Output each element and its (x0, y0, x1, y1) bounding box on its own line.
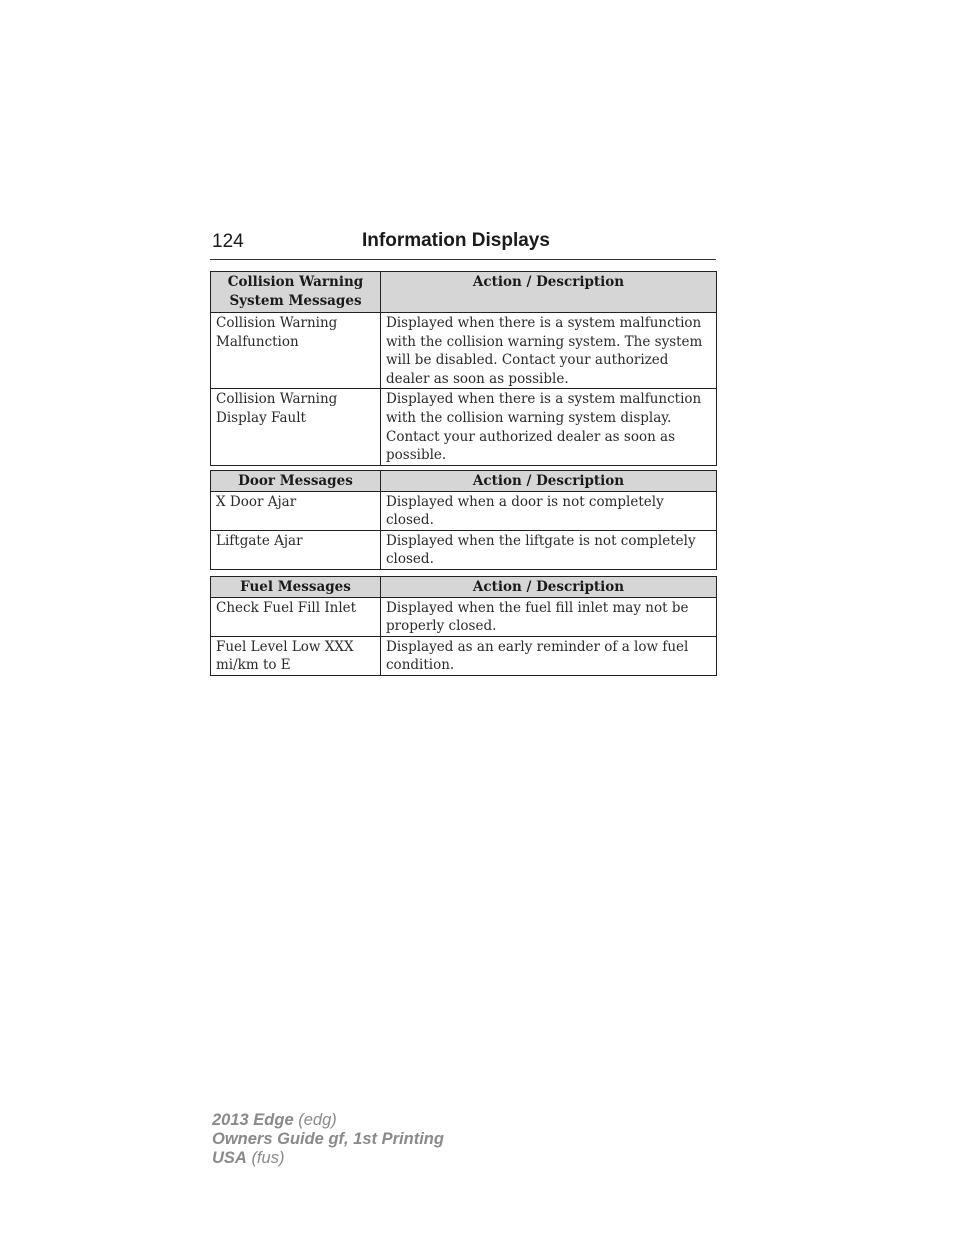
column-header-messages: Door Messages (211, 471, 381, 492)
footer-line-market (212, 1149, 444, 1168)
footer-market: USA (212, 1149, 247, 1167)
table-row (211, 491, 717, 530)
column-header-description: Action / Description (381, 471, 717, 492)
fuel-messages-table (210, 576, 717, 676)
column-header-messages: Collision Warning System Messages (211, 272, 381, 313)
message-cell: Fuel Level Low XXX mi/km to E (211, 636, 381, 675)
door-messages-table (210, 470, 717, 570)
table-header-row (211, 471, 717, 492)
message-cell: X Door Ajar (211, 491, 381, 530)
table-row (211, 636, 717, 675)
footer-model-code: (edg) (298, 1111, 337, 1129)
page-number: 124 (212, 231, 244, 252)
table-header-row (211, 577, 717, 598)
print-footer (212, 1111, 444, 1168)
column-header-messages: Fuel Messages (211, 577, 381, 598)
table-row (211, 597, 717, 636)
description-cell: Displayed when a door is not completely closed. (381, 491, 717, 530)
message-cell: Liftgate Ajar (211, 530, 381, 569)
footer-line-model (212, 1111, 444, 1130)
footer-line-guide: Owners Guide gf, 1st Printing (212, 1130, 444, 1148)
table-row (211, 313, 717, 389)
description-cell: Displayed as an early reminder of a low fuel condition. (381, 636, 717, 675)
message-cell: Check Fuel Fill Inlet (211, 597, 381, 636)
section-title: Information Displays (362, 230, 550, 251)
collision-warning-table (210, 271, 717, 466)
column-header-description: Action / Description (381, 577, 717, 598)
message-cell: Collision Warning Display Fault (211, 389, 381, 465)
description-cell: Displayed when there is a system malfunction with the collision warning system display. Contact your authorized dealer as soon as possible. (381, 389, 717, 465)
description-cell: Displayed when the fuel fill inlet may not be properly closed. (381, 597, 717, 636)
table-header-row (211, 272, 717, 313)
footer-market-code: (fus) (251, 1149, 285, 1167)
page-header (210, 229, 716, 260)
footer-model: 2013 Edge (212, 1111, 294, 1129)
table-row (211, 530, 717, 569)
table-row (211, 389, 717, 465)
column-header-description: Action / Description (381, 272, 717, 313)
message-cell: Collision Warning Malfunction (211, 313, 381, 389)
description-cell: Displayed when the liftgate is not completely closed. (381, 530, 717, 569)
description-cell: Displayed when there is a system malfunction with the collision warning system. The system will be disabled. Contact your authorized dealer as soon as possible. (381, 313, 717, 389)
